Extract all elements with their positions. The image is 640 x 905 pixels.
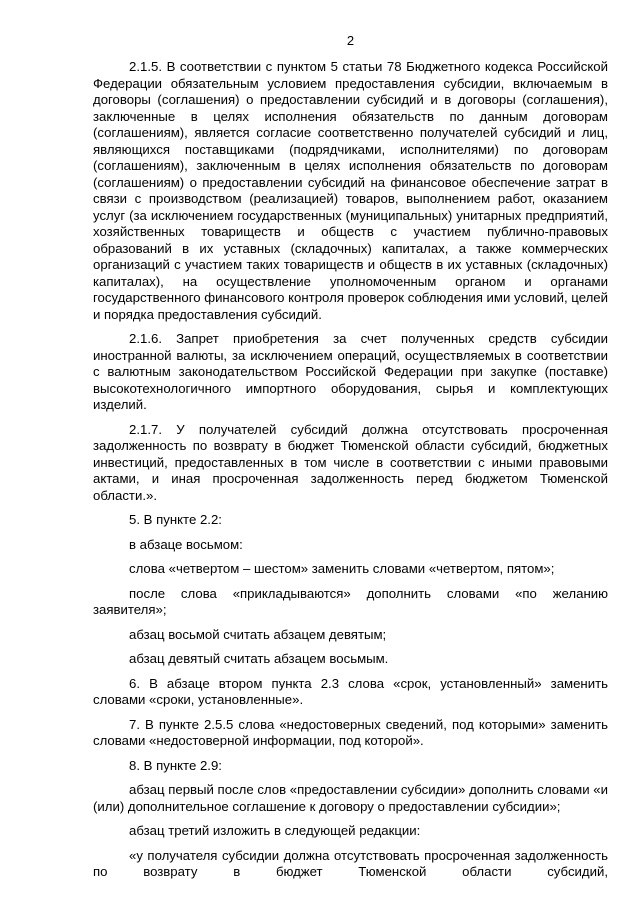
paragraph-item-5-sub-3: после слова «прикладываются» дополнить словами «по желанию заявителя»; [93, 585, 608, 617]
paragraph-2-1-5: 2.1.5. В соответствии с пунктом 5 статьи 78 Бюджетного кодекса Российской Федерации обязательным условием предоставления субсидии, включаемым в договоры (соглашения) о предоставлении субсидий и в договоры (соглашения), заключенные в целях исполнения обязательств по данным договорам (соглашениям), является согласие соответственно получателей субсидий и лиц, являющихся поставщиками (подрядчиками, исполнителями) по договорам (соглашениям), заключенным в целях исполнения обязательств по договорам (соглашениям) о предоставлении субсидий на финансовое обеспечение затрат в связи с производством (реализацией) товаров, выполнением работ, оказанием услуг (за исключением государственных (муниципальных) унитарных предприятий, хозяйственных товариществ и обществ с участием публично-правовых образований в их уставных (складочных) капиталах, а также коммерческих организаций с участием таких товариществ и обществ в их уставных (складочных) капиталах), на осуществление уполномоченным органом и органами государственного финансового контроля проверок соблюдения ими условий, целей и порядка предоставления субсидий. [93, 59, 608, 322]
paragraph-item-5-sub-1: в абзаце восьмом: [129, 536, 243, 552]
paragraph-item-6: 6. В абзаце втором пункта 2.3 слова «срок, установленный» заменить словами «сроки, установленные». [93, 675, 608, 707]
paragraph-item-8-sub-1: абзац первый после слов «предоставлении субсидии» дополнить словами «и (или) дополнительное соглашение к договору о предоставлении субсидии»; [93, 782, 608, 814]
paragraph-2-1-7: 2.1.7. У получателей субсидий должна отсутствовать просроченная задолженность по возврату в бюджет Тюменской области субсидий, бюджетных инвестиций, предоставленных в том числе в соответствии с иными правовыми актами, и иная просроченная задолженность перед бюджетом Тюменской области.». [93, 421, 608, 503]
paragraph-item-8: 8. В пункте 2.9: [129, 757, 222, 773]
paragraph-item-8-sub-2: абзац третий изложить в следующей редакции: [129, 823, 421, 838]
paragraph-item-8-quote: «у получателя субсидии должна отсутствовать просроченная задолженность по возврату в бюджет Тюменской области субсидий, [93, 847, 608, 879]
paragraph-item-5-sub-5: абзац девятый считать абзацем восьмым. [129, 651, 389, 666]
paragraph-item-7: 7. В пункте 2.5.5 слова «недостоверных сведений, под которыми» заменить словами «недостоверной информации, под которой». [93, 716, 608, 748]
paragraph-item-5-sub-4: абзац восьмой считать абзацем девятым; [129, 626, 387, 642]
paragraph-2-1-6: 2.1.6. Запрет приобретения за счет полученных средств субсидии иностранной валюты, за исключением операций, осуществляемых в соответствии с валютным законодательством Российской Федерации при закупке (поставке) высокотехнологичного импортного оборудования, сырья и комплектующих изделий. [93, 331, 608, 412]
paragraph-item-5: 5. В пункте 2.2: [129, 512, 222, 527]
page-number: 2 [346, 33, 355, 48]
paragraph-item-5-sub-2: слова «четвертом – шестом» заменить словами «четвертом, пятом»; [129, 561, 555, 576]
